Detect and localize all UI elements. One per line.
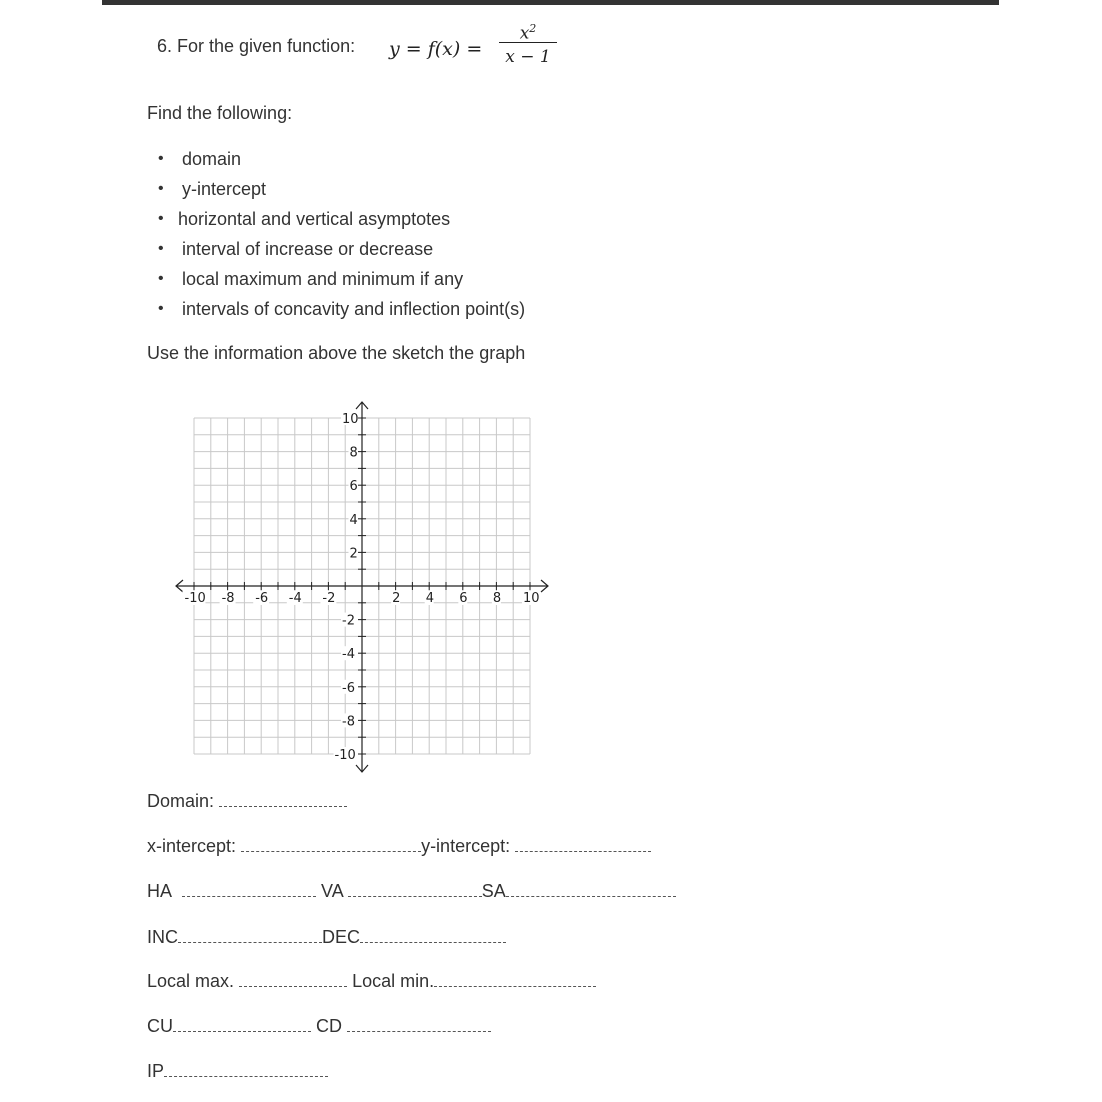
local-max-label: Local max. bbox=[147, 971, 235, 991]
local-min-label: Local min. bbox=[352, 971, 435, 991]
extrema-row bbox=[147, 970, 596, 992]
y-tick-label: -8 bbox=[342, 714, 355, 730]
ip-blank[interactable] bbox=[164, 1060, 328, 1077]
x-tick-label: -4 bbox=[288, 591, 302, 606]
inc-label: INC bbox=[147, 927, 178, 947]
inc-blank[interactable] bbox=[178, 926, 322, 943]
x-tick-label: 10 bbox=[523, 591, 540, 606]
y-tick-label: 8 bbox=[349, 445, 358, 461]
ip-label: IP bbox=[147, 1061, 165, 1081]
y-tick-label: 6 bbox=[349, 479, 358, 495]
y-tick-label: -10 bbox=[334, 748, 356, 763]
x-tick-label: 4 bbox=[425, 591, 434, 606]
list-item: • interval of increase or decrease bbox=[156, 236, 525, 266]
y-tick-label: -4 bbox=[342, 647, 355, 663]
x-tick-label: -8 bbox=[221, 591, 235, 606]
y-tick-label: -2 bbox=[342, 613, 355, 629]
inflection-row bbox=[147, 1060, 328, 1082]
sa-label: SA bbox=[481, 881, 506, 901]
sketch-prompt: Use the information above the sketch the graph bbox=[147, 343, 526, 363]
requirements-list bbox=[156, 146, 525, 326]
y-tick-label: 2 bbox=[349, 546, 358, 562]
domain-label: Domain: bbox=[147, 791, 215, 811]
dec-label: DEC bbox=[322, 927, 361, 947]
x-tick-label: -2 bbox=[322, 591, 336, 606]
question-prompt: 6. For the given function: bbox=[157, 36, 356, 56]
y-tick-label: 4 bbox=[349, 512, 358, 528]
domain-blank[interactable] bbox=[219, 790, 347, 807]
x-tick-label: -6 bbox=[255, 591, 269, 606]
x-tick-label: 6 bbox=[459, 591, 468, 606]
dec-blank[interactable] bbox=[360, 926, 506, 943]
local-min-blank[interactable] bbox=[434, 970, 596, 987]
monotonic-row bbox=[147, 926, 506, 948]
cd-blank[interactable] bbox=[347, 1015, 491, 1032]
ha-blank[interactable] bbox=[182, 880, 316, 897]
list-item: • horizontal and vertical asymptotes bbox=[156, 206, 525, 236]
list-item: • y-intercept bbox=[156, 176, 525, 206]
va-blank[interactable] bbox=[348, 880, 482, 897]
asymptotes-row bbox=[147, 880, 676, 902]
sa-blank[interactable] bbox=[506, 880, 676, 897]
cu-label: CU bbox=[147, 1016, 173, 1036]
y-tick-label: -6 bbox=[342, 680, 355, 696]
tick-labels bbox=[183, 411, 540, 763]
fraction-numerator: $x^2$ bbox=[519, 22, 537, 44]
va-label: VA bbox=[321, 881, 343, 901]
find-heading: Find the following: bbox=[147, 103, 293, 123]
ha-label: HA bbox=[147, 881, 172, 901]
local-max-blank[interactable] bbox=[239, 970, 347, 987]
y-intercept-label: y-intercept: bbox=[421, 836, 511, 856]
concavity-row bbox=[147, 1015, 491, 1037]
list-item: • intervals of concavity and inflection point(s) bbox=[156, 296, 525, 326]
x-tick-label: 2 bbox=[392, 591, 401, 606]
domain-row bbox=[147, 790, 347, 812]
x-intercept-label: x-intercept: bbox=[147, 836, 237, 856]
y-tick-label: 10 bbox=[342, 412, 359, 427]
cu-blank[interactable] bbox=[173, 1015, 311, 1032]
cd-label: CD bbox=[316, 1016, 343, 1036]
x-tick-label: -10 bbox=[184, 591, 206, 606]
intercepts-row bbox=[147, 835, 651, 857]
coordinate-grid[interactable] bbox=[170, 398, 560, 778]
list-item: • local maximum and minimum if any bbox=[156, 266, 525, 296]
function-fraction bbox=[499, 18, 557, 68]
axes bbox=[176, 402, 548, 772]
function-lhs: y = f(x) = bbox=[389, 38, 483, 60]
x-tick-label: 8 bbox=[492, 591, 502, 606]
list-item: • domain bbox=[156, 146, 525, 176]
y-intercept-blank[interactable] bbox=[515, 835, 651, 852]
x-intercept-blank[interactable] bbox=[241, 835, 421, 852]
fraction-denominator: x − 1 bbox=[505, 47, 551, 67]
top-rule bbox=[102, 0, 999, 5]
